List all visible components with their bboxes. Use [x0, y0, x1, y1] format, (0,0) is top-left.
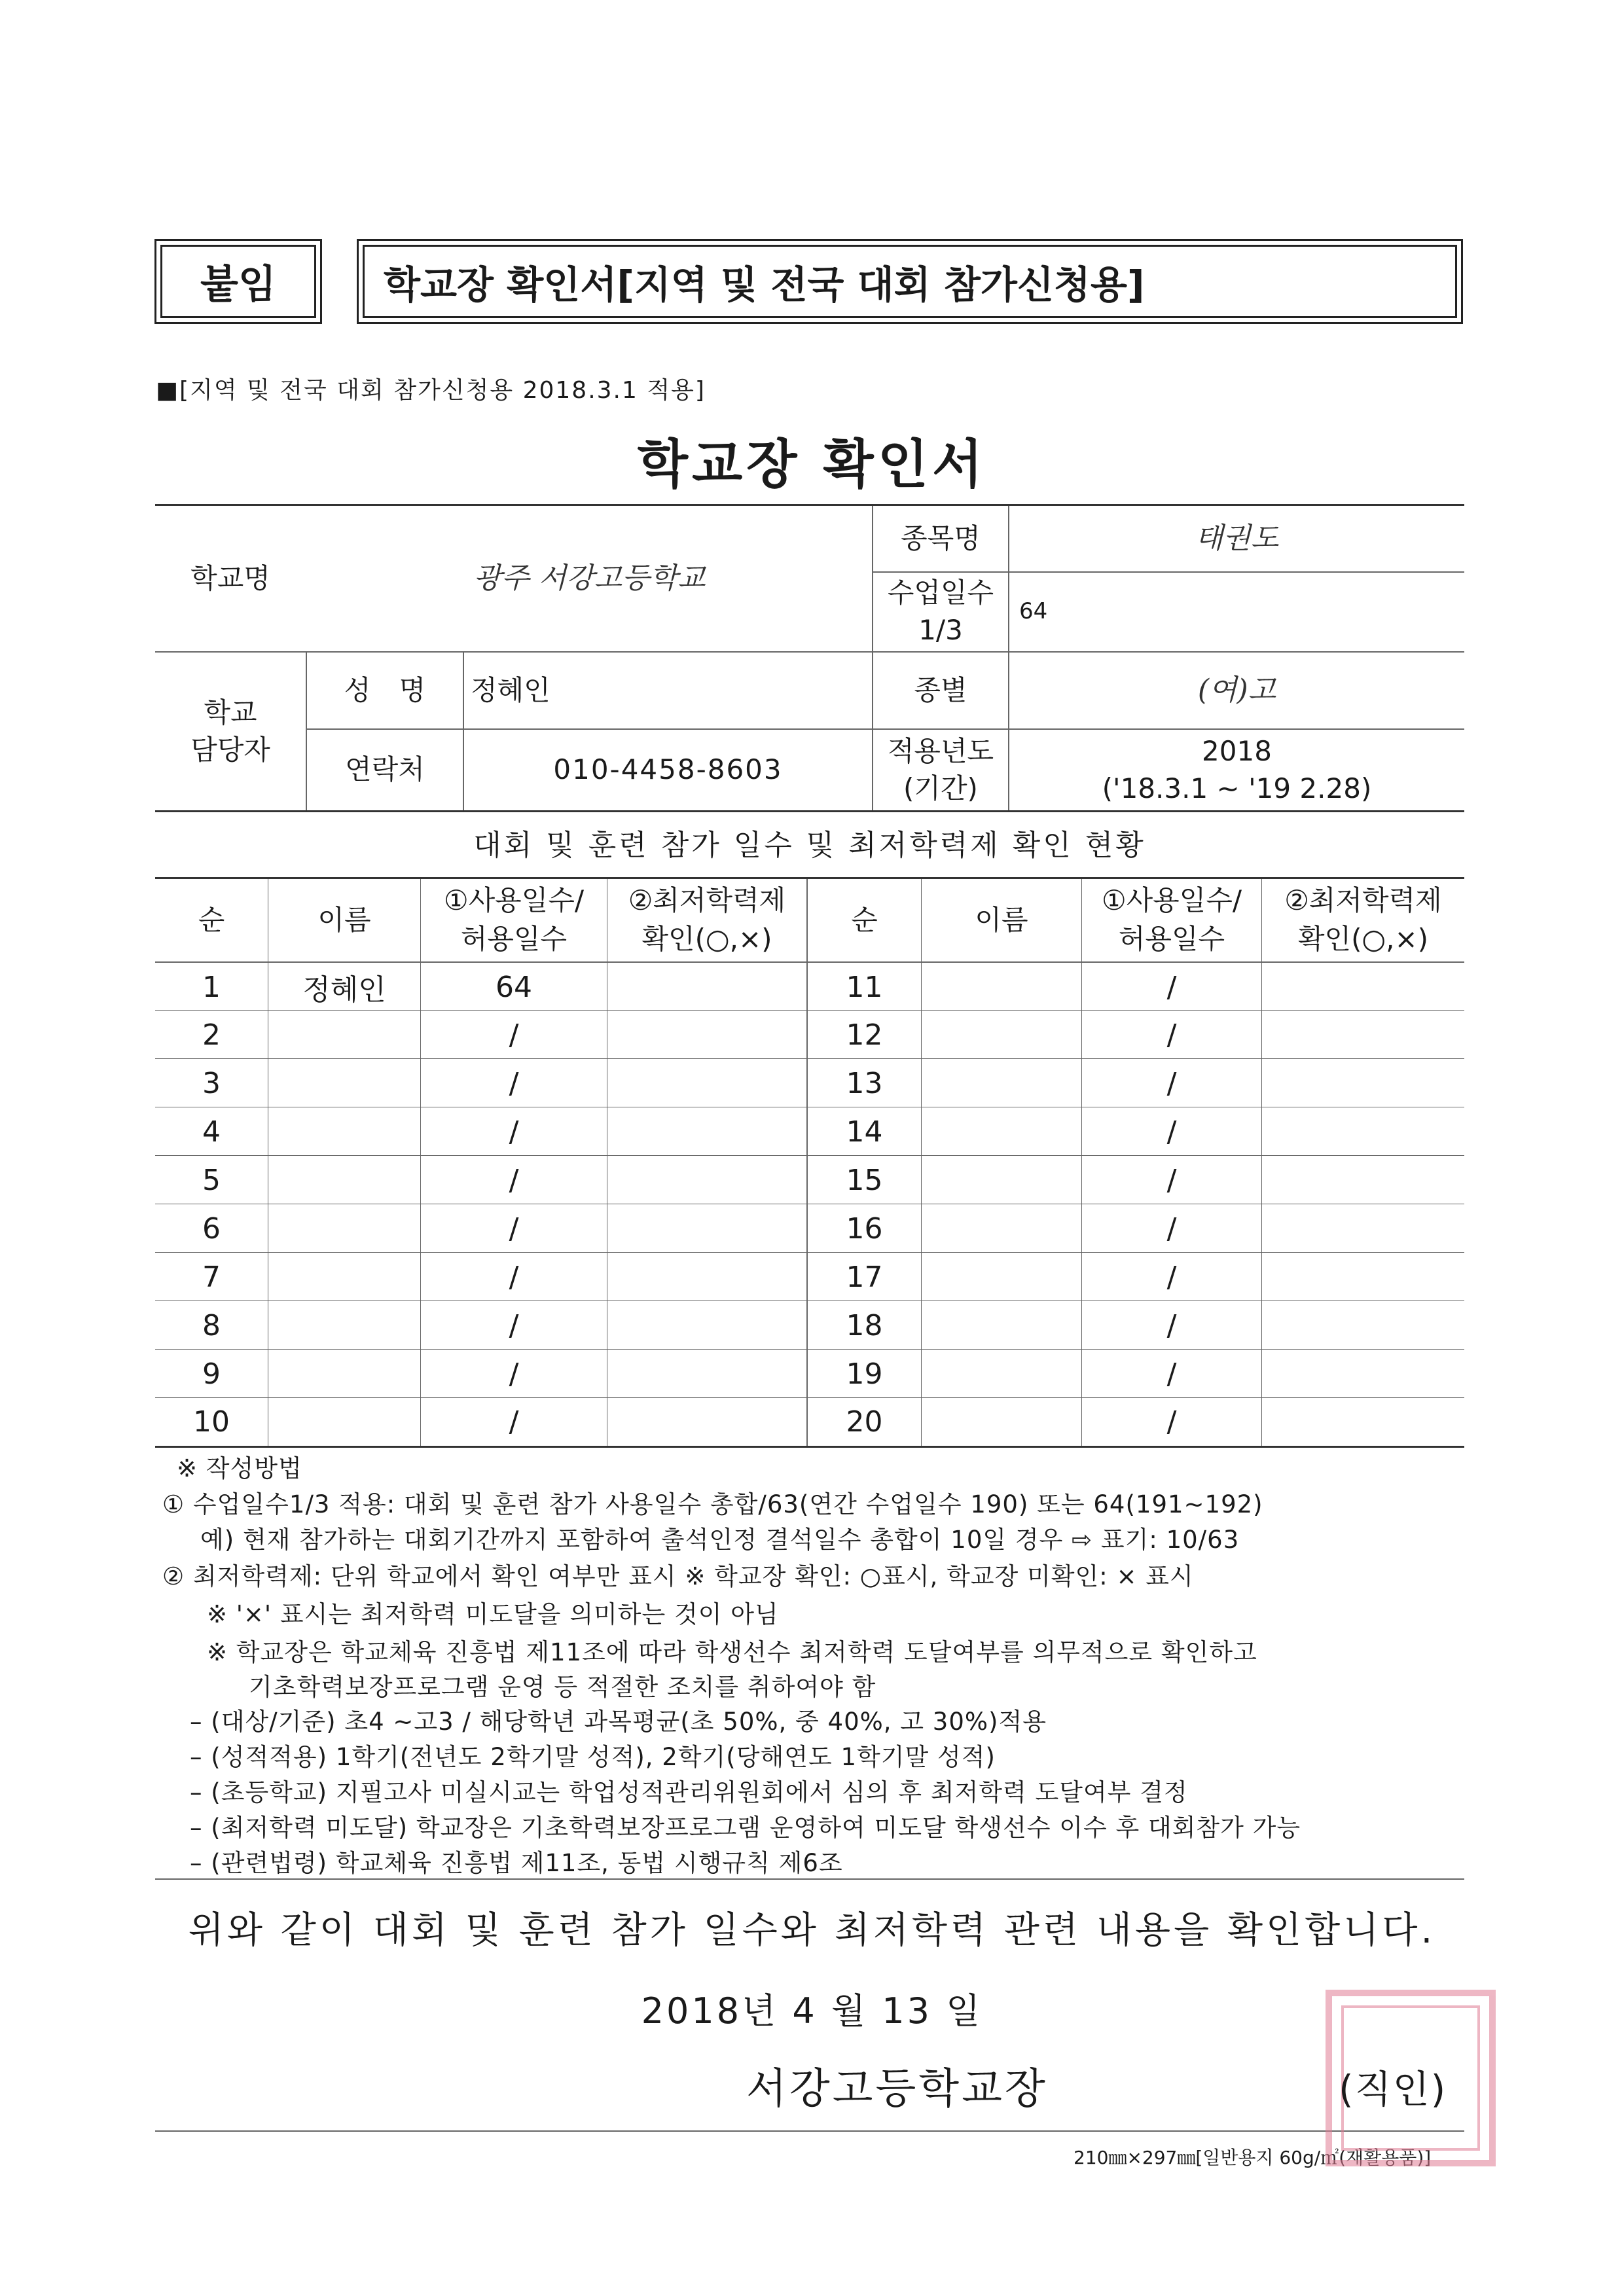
row-no: 2 [202, 1018, 221, 1052]
note-3: ※ '×' 표시는 최저학력 미도달을 의미하는 것이 아님 [207, 1600, 779, 1628]
row-days: / [1166, 1018, 1177, 1052]
header-name: 이름 [975, 903, 1028, 936]
header-confirm: ②최저학력제 확인(○,×) [1284, 884, 1442, 955]
row-no: 5 [202, 1163, 221, 1197]
note-4-cont: 기초학력보장프로그램 운영 등 적절한 조치를 취하여야 함 [249, 1673, 876, 1701]
category-value: (여)고 [1197, 673, 1276, 708]
row-days: / [1166, 1260, 1177, 1294]
name-value: 정혜인 [471, 673, 550, 706]
document-title: 학교장 확인서 [637, 434, 987, 495]
event-label: 종목명 [901, 522, 981, 554]
row-no: 20 [846, 1405, 883, 1439]
header-confirm: ②최저학력제 확인(○,×) [628, 884, 786, 955]
notes-heading: ※ 작성방법 [177, 1454, 302, 1482]
row-no: 6 [202, 1211, 221, 1246]
attachment-tag: 붙임 [154, 239, 322, 324]
row-days: / [1166, 1211, 1177, 1246]
row-days: / [1166, 1405, 1177, 1439]
row-days: / [509, 1308, 519, 1342]
header-no: 순 [198, 903, 225, 936]
row-days: / [1166, 1163, 1177, 1197]
row-days: / [1166, 1115, 1177, 1149]
note-1-example: 예) 현재 참가하는 대회기간까지 포함하여 출석인정 결석일수 총합이 10일 경우 ⇨ 표기: 10/63 [200, 1526, 1240, 1554]
row-no: 7 [202, 1260, 221, 1294]
days-value: 64 [1019, 598, 1048, 625]
row-days: / [1166, 1357, 1177, 1391]
detail-grade: – (성적적용) 1학기(전년도 2학기말 성적), 2학기(당해연도 1학기말 성적) [190, 1743, 996, 1771]
row-no: 11 [846, 970, 883, 1004]
header-days: ①사용일수/ 허용일수 [1101, 884, 1242, 955]
header-name: 이름 [317, 903, 371, 936]
row-no: 17 [846, 1260, 883, 1294]
header-days: ①사용일수/ 허용일수 [443, 884, 585, 955]
row-no: 3 [202, 1066, 221, 1100]
row-no: 10 [193, 1405, 230, 1439]
year-value: 2018 [1202, 735, 1272, 768]
category-label: 종별 [914, 673, 967, 706]
row-days: / [509, 1357, 519, 1391]
row-no: 16 [846, 1211, 883, 1246]
detail-unmet: – (최저학력 미도달) 학교장은 기초학력보장프로그램 운영하여 미도달 학생선수 이수 후 대회참가 가능 [190, 1814, 1301, 1842]
row-no: 19 [846, 1357, 883, 1391]
detail-law: – (관련법령) 학교체육 진흥법 제11조, 동법 시행규칙 제6조 [190, 1849, 843, 1877]
row-name: 정혜인 [302, 973, 386, 1007]
info-table [155, 504, 1464, 812]
seal-label: (직인) [1339, 2067, 1447, 2111]
row-days: / [1166, 1308, 1177, 1342]
name-label: 성 명 [344, 673, 426, 706]
school-name-label: 학교명 [190, 562, 270, 594]
row-no: 18 [846, 1308, 883, 1342]
detail-target: – (대상/기준) 초4 ~고3 / 해당학년 과목평균(초 50%, 중 40%, 고 30%)적용 [190, 1708, 1047, 1736]
row-days: 64 [496, 970, 532, 1004]
paper-spec: 210㎜×297㎜[일반용지 60g/㎡(재활용품)] [1074, 2147, 1432, 2168]
row-confirm [607, 963, 806, 1011]
year-label: 적용년도 (기간) [887, 734, 994, 804]
row-days: / [1166, 1066, 1177, 1100]
row-days: / [509, 1163, 519, 1197]
row-days: / [509, 1211, 519, 1246]
days-label: 수업일수 1/3 [887, 577, 994, 646]
row-days: / [509, 1018, 519, 1052]
contact-value: 010-4458-8603 [553, 753, 783, 786]
confirmation-statement: 위와 같이 대회 및 훈련 참가 일수와 최저학력 관련 내용을 확인합니다. [188, 1909, 1436, 1952]
issue-date: 2018년 4 월 13 일 [641, 1990, 983, 2032]
row-days: / [509, 1066, 519, 1100]
event-value: 태권도 [1195, 522, 1279, 556]
staff-label: 학교 담당자 [190, 696, 270, 766]
principal-name: 서강고등학교장 [746, 2065, 1048, 2113]
participation-table [155, 877, 1464, 1448]
row-days: / [1166, 970, 1177, 1004]
header-no: 순 [851, 903, 878, 936]
note-1: ① 수업일수1/3 적용: 대회 및 훈련 참가 사용일수 총합/63(연간 수업일수 190) 또는 64(191~192) [162, 1490, 1263, 1518]
school-name-value: 광주 서강고등학교 [473, 562, 706, 596]
row-no: 14 [846, 1115, 883, 1149]
note-2: ② 최저학력제: 단위 학교에서 확인 여부만 표시 ※ 학교장 확인: ○표시, 학교장 미확인: × 표시 [162, 1562, 1194, 1590]
row-no: 12 [846, 1018, 883, 1052]
note-4: ※ 학교장은 학교체육 진흥법 제11조에 따라 학생선수 최저학력 도달여부를 의무적으로 확인하고 [207, 1638, 1257, 1666]
row-days: / [509, 1115, 519, 1149]
period-value: ('18.3.1 ~ '19 2.28) [1102, 772, 1372, 804]
row-no: 9 [202, 1357, 221, 1391]
detail-elementary: – (초등학교) 지필고사 미실시교는 학업성적관리위원회에서 심의 후 최저학력 도달여부 결정 [190, 1778, 1188, 1806]
row-days: / [509, 1405, 519, 1439]
row-no: 4 [202, 1115, 221, 1149]
row-no: 15 [846, 1163, 883, 1197]
row-days: / [509, 1260, 519, 1294]
row-no: 8 [202, 1308, 221, 1342]
contact-label: 연락처 [345, 753, 425, 786]
row-no: 13 [846, 1066, 883, 1100]
section-title: 대회 및 훈련 참가 일수 및 최저학력제 확인 현황 [473, 829, 1146, 862]
applicable-note: ■[지역 및 전국 대회 참가신청용 2018.3.1 적용] [156, 377, 706, 404]
row-no: 1 [202, 970, 221, 1004]
divider [155, 2130, 1464, 2132]
header-title: 학교장 확인서[지역 및 전국 대회 참가신청용] [357, 239, 1463, 324]
